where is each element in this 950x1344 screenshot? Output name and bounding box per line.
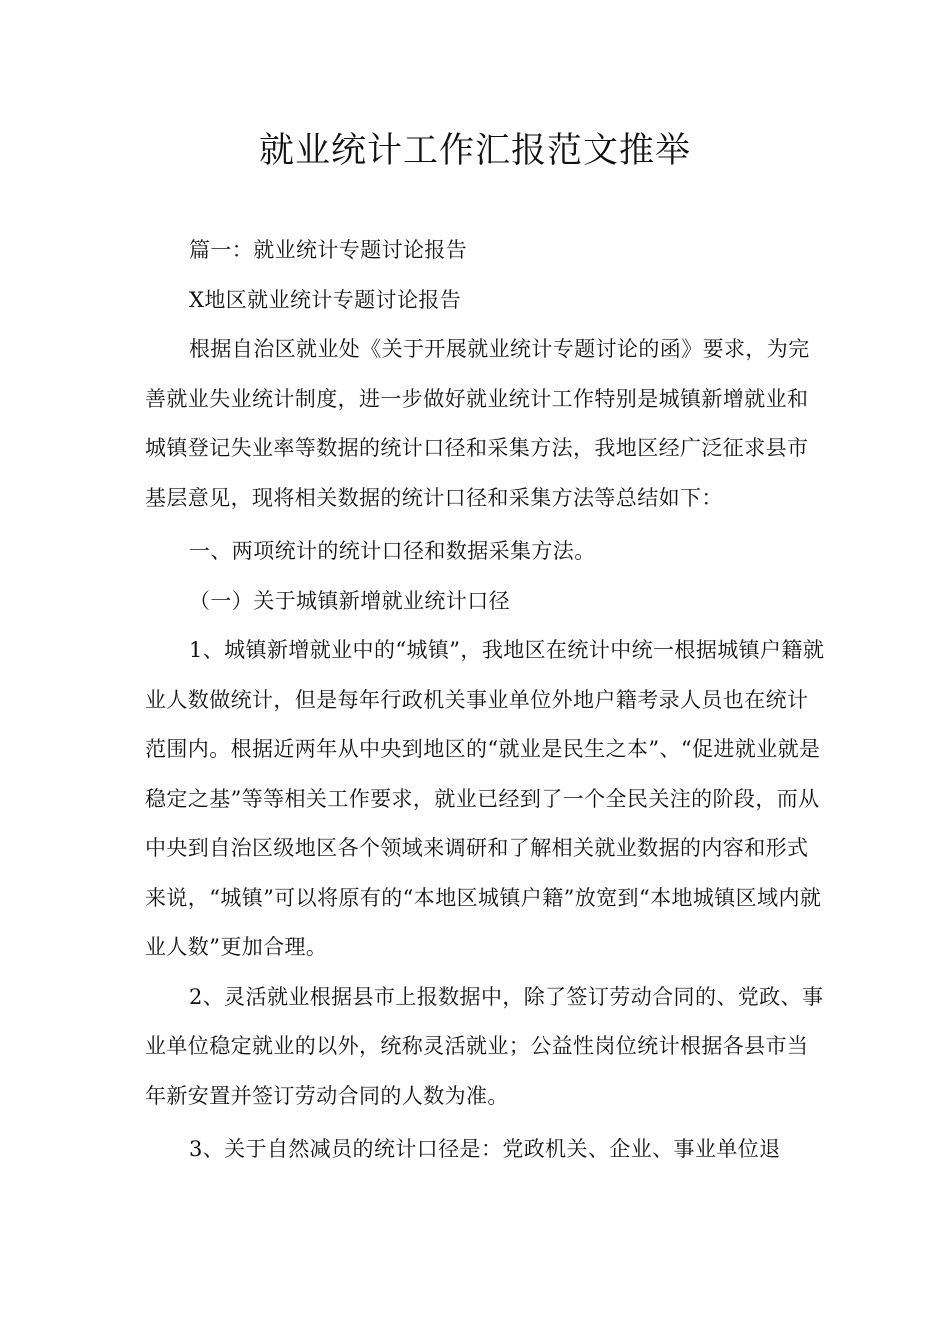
- document-body: [145, 226, 825, 1175]
- report-title: X地区就业统计专题讨论报告: [189, 287, 462, 312]
- section-heading: 篇一：就业统计专题讨论报告: [189, 238, 468, 262]
- subheading: （一）关于城镇新增就业统计口径: [189, 588, 510, 613]
- body-paragraph: 根据自治区就业处《关于开展就业统计专题讨论的函》要求，为完善就业失业统计制度，进一步做好就业统计工作特别是城镇新增就业和城镇登记失业率等数据的统计口径和采集方法，我地区经广泛征求县市基层意见，现将相关数据的统计口径和采集方法等总结如下：: [145, 337, 810, 510]
- body-paragraph: 1、城镇新增就业中的“城镇”，我地区在统计中统一根据城镇户籍就业人数做统计，但是每年行政机关事业单位外地户籍考录人员也在统计范围内。根据近两年从中央到地区的“就业是民生之本”、“促进就业就是稳定之基”等等相关工作要求，就业已经到了一个全民关注的阶段，而从中央到自治区级地区各个领域来调研和了解相关就业数据的内容和形式来说，“城镇”可以将原有的“本地区城镇户籍”放宽到“本地城镇区域内就业人数”更加合理。: [145, 638, 825, 959]
- subheading: 一、两项统计的统计口径和数据采集方法。: [189, 539, 596, 563]
- body-paragraph: 2、灵活就业根据县市上报数据中，除了签订劳动合同的、党政、事业单位稳定就业的以外，统称灵活就业；公益性岗位统计根据各县市当年新安置并签订劳动合同的人数为准。: [145, 984, 824, 1108]
- document-title: 就业统计工作汇报范文推举: [258, 131, 691, 171]
- body-paragraph: 3、关于自然减员的统计口径是：党政机关、企业、事业单位退: [189, 1137, 781, 1161]
